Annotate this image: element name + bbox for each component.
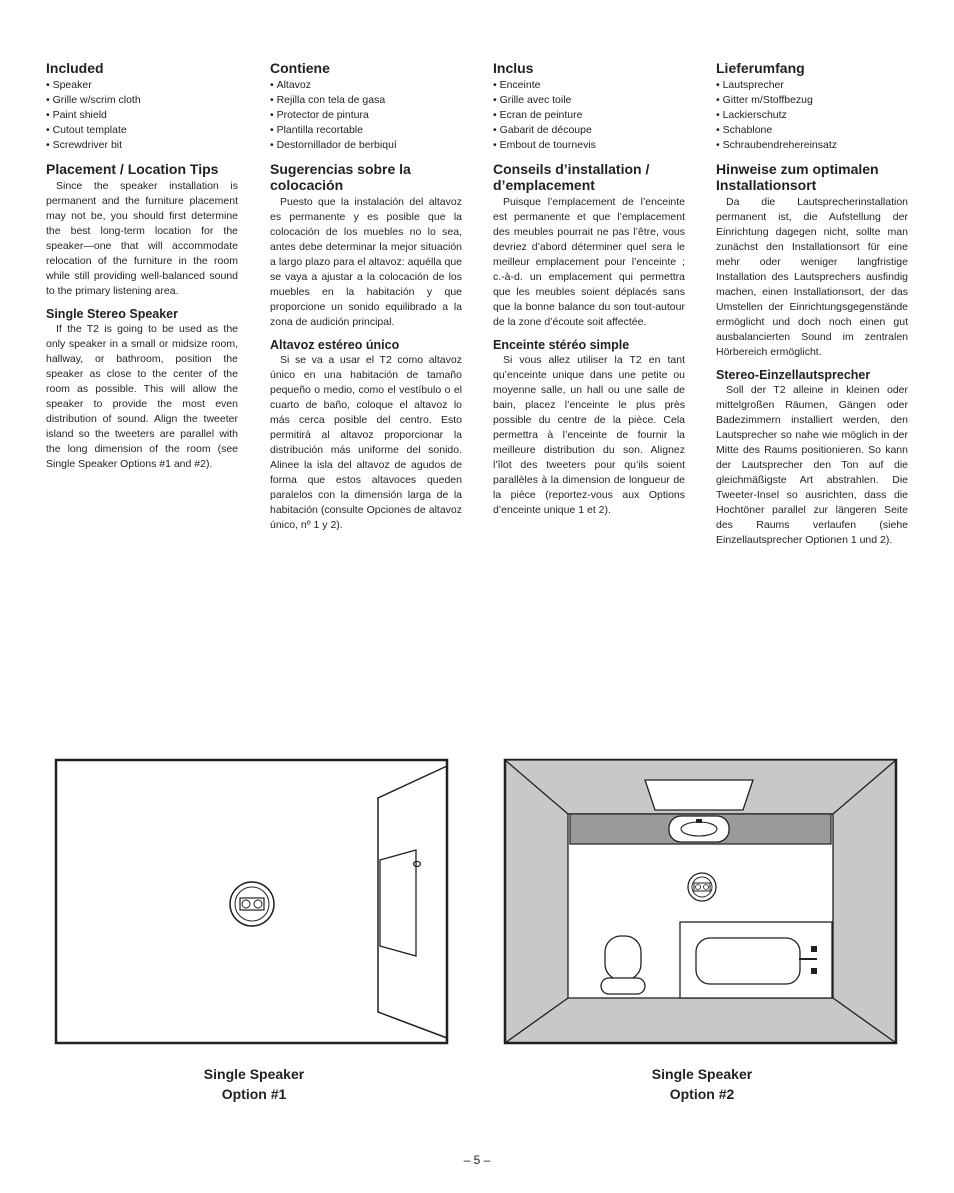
list-item: • Altavoz [270,78,462,93]
single-speaker-heading: Single Stereo Speaker [46,307,179,321]
room-diagram-option-1 [54,758,450,1048]
list-item: • Enceinte [493,78,685,93]
single-speaker-text: Si vous allez utiliser la T2 en tant qu’enceinte unique dans une petite ou moyenne salle, un hall ou une salle de bain, placez l’enceinte le plus près possible du centre de la pièce. Cela permettra à l’enceinte de fournir la meilleure distribution du son. Alignez l’îlot des tweeters pour qu’ils soient parallèles à la dimension de longueur de la pièce (reportez-vous aux Options d’enceinte unique 1 et 2). [493,354,685,516]
caption-line: Single Speaker [203,1066,305,1082]
list-item: • Grille avec toile [493,93,685,108]
figure-caption-option-2 [592,1064,812,1104]
list-item: • Gabarit de découpe [493,123,685,138]
caption-line: Option #2 [669,1086,735,1102]
single-speaker-heading: Stereo-Einzellautsprecher [716,368,871,382]
placement-text: Puisque l’emplacement de l’enceinte est permanente et que l’emplacement des meubles pourrait ne pas l’être, vous devriez d’abord déterminer quel sera le meilleur emplacement pour l’enceinte ; c.-à-d. un emplacement qui permettra que les meubles soient déplacés sans que la bonne balance du son tout-autour de la zone d’écoute soit affectée. [493,196,685,328]
list-item: • Speaker [46,78,238,93]
single-speaker-heading: Enceinte stéréo simple [493,338,630,352]
bathtub-icon [680,922,832,998]
single-speaker-text: Soll der T2 alleine in kleinen oder mittelgroßen Räumen, Gängen oder Badezimmern installiert werden, den Lautsprecher so nahe wie möglich in der Mitte des Raums positionieren. So kann der Lautsprecher den Ton auf die gleichmäßigste Art abstrahlen. Die Tweeter-Insel so ausrichten, dass die Hochtöner parallel zur längeren Seite des Raums verlaufen (siehe Einzellautsprecher Optionen 1 und 2). [716,384,908,546]
list-item: • Lackierschutz [716,108,908,123]
list-item: • Screwdriver bit [46,138,238,153]
placement-text: Da die Lautsprecherinstallation permanent ist, die Aufstellung der Einrichtung dagegen nicht, sollte man zunächst den Installationsort für eine mehr oder weniger langfristige Installation des Lautsprechers ausfindig machen, einen Installationsort, der das Umstellen der Einrichtungsgegenstände ermöglicht und doch noch einen gut ausbalancierten Sound im zentralen Hörbereich ermöglicht. [716,196,908,358]
list-item: • Embout de tournevis [493,138,685,153]
list-item: • Cutout template [46,123,238,138]
included-list [46,78,238,153]
placement-text: Puesto que la instalación del altavoz es permanente y es posible que la colocación de los muebles no lo sea, antes debe determinar la mejor situación a largo plazo para el altavoz: aquélla que se vaya a ajustar a la colocación de los muebles en la habitación y que proporcione un sonido equilibrado a la zona de audición principal. [270,196,462,328]
column-french [493,60,685,524]
placement-heading: Placement / Location Tips [46,161,219,177]
sink-icon [669,816,729,842]
list-item: • Schraubendrehereinsatz [716,138,908,153]
column-spanish [270,60,462,539]
placement-heading: Hinweise zum optimalen Installationsort [716,161,879,193]
included-heading: Inclus [493,60,534,76]
column-english [46,60,238,478]
caption-line: Option #1 [221,1086,287,1102]
mirror-icon [645,780,753,810]
single-speaker-text: If the T2 is going to be used as the only speaker in a small or midsize room, hallway, or bathroom, position the speaker as close to the center of the room as possible. This will allow the speaker to provide the most even distribution of sound. Align the tweeter island so the tweeters are parallel with the long dimension of the room (see Single Speaker Options #1 and #2). [46,323,238,470]
included-heading: Lieferumfang [716,60,805,76]
included-list [270,78,462,153]
list-item: • Ecran de peinture [493,108,685,123]
ceiling-speaker-icon [688,873,716,901]
placement-text: Since the speaker installation is permanent and the furniture placement may not be, you should first determine the best long-term location for the speaker—one that will accommodate relocation of the furniture in the room while still providing well-balanced sound to the primary listening area. [46,180,238,297]
toilet-icon [601,936,645,994]
list-item: • Destornillador de berbiquí [270,138,462,153]
door-icon [380,850,416,956]
list-item: • Grille w/scrim cloth [46,93,238,108]
single-speaker-heading: Altavoz estéreo único [270,338,400,352]
placement-heading: Sugerencias sobre la colocación [270,161,411,193]
list-item: • Schablone [716,123,908,138]
included-list [716,78,908,153]
ceiling-speaker-icon [230,882,274,926]
placement-heading: Conseils d’installation / d’emplacement [493,161,650,193]
list-item: • Lautsprecher [716,78,908,93]
included-heading: Included [46,60,104,76]
included-heading: Contiene [270,60,330,76]
list-item: • Rejilla con tela de gasa [270,93,462,108]
page-number: – 5 – [463,1153,491,1167]
list-item: • Paint shield [46,108,238,123]
list-item: • Gitter m/Stoffbezug [716,93,908,108]
included-list [493,78,685,153]
column-german [716,60,908,554]
list-item: • Protector de pintura [270,108,462,123]
single-speaker-text: Si se va a usar el T2 como altavoz único en una habitación de tamaño pequeño o medio, como el vestíbulo o el cuarto de baño, coloque el altavoz lo más cerca posible del centro. Esto permitirá al altavoz proporcionar la distribución más uniforme del sonido. Alinee la isla del altavoz de agudos de forma que estos altavoces queden paralelos con la dimensión larga de la habitación (consulte Opciones de altavoz único, nº 1 y 2). [270,354,462,531]
bathroom-diagram-option-2 [503,758,899,1048]
list-item: • Plantilla recortable [270,123,462,138]
caption-line: Single Speaker [651,1066,753,1082]
figure-caption-option-1 [144,1064,364,1104]
